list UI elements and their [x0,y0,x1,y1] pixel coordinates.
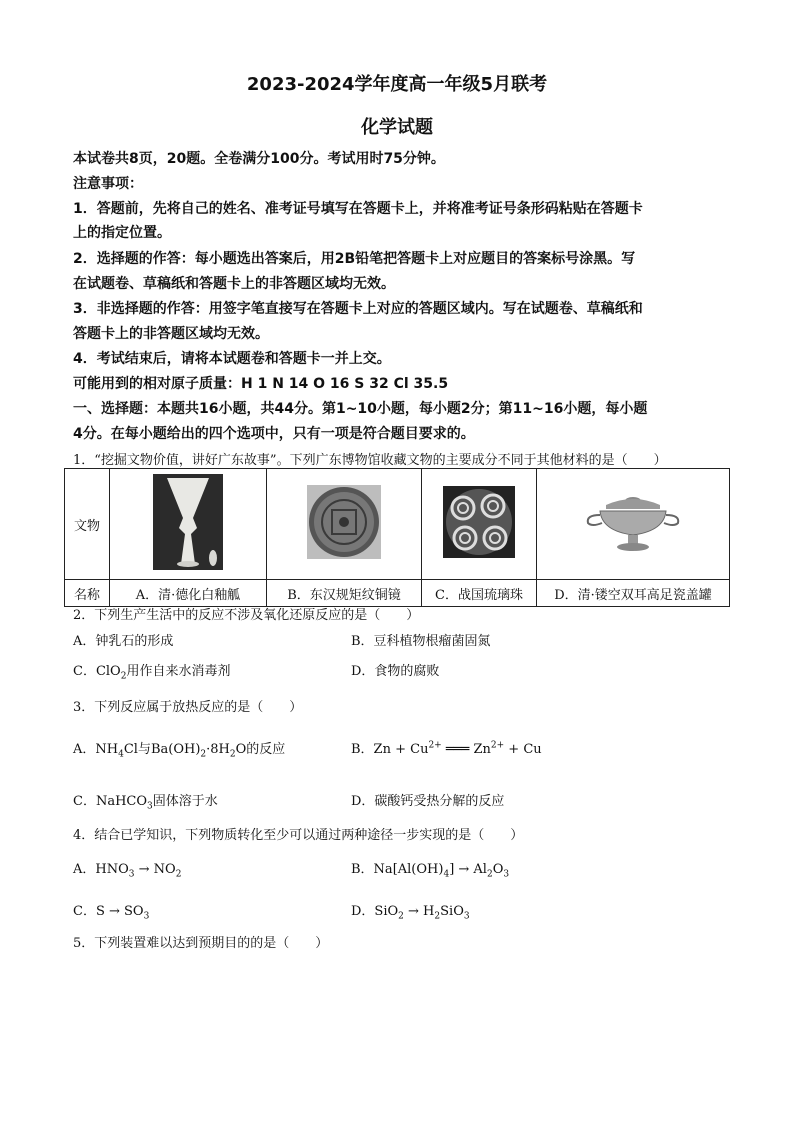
porcelain-covered-jar-image [578,487,688,557]
question-3-stem: 3．下列反应属于放热反应的是（ ） [73,700,303,715]
q4-option-b: B．$Na[Al(OH)_4] \to Al_2O_3$ [351,862,510,880]
atomic-masses: 可能用到的相对原子质量：H 1 N 14 O 16 S 32 Cl 35.5 [73,376,449,392]
note-line: 2．选择题的作答：每小题选出答案后，用2B铅笔把答题卡上对应题目的答案标号涂黑。写 [73,251,636,267]
artifact-image-d [537,469,730,580]
q2-option-b: B．豆科植物根瘤菌固氮 [351,634,491,649]
q4-option-a: A．$HNO_3 \to NO_2$ [73,862,182,880]
note-line: 答题卡上的非答题区域均无效。 [73,326,269,342]
exam-intro: 本试卷共8页，20题。全卷满分100分。考试用时75分钟。 [73,151,445,167]
artifact-name-c: C．战国琉璃珠 [422,580,537,607]
section-heading-cont: 4分。在每小题给出的四个选项中，只有一项是符合题目要求的。 [73,426,475,442]
q3-option-a: A．$NH_4Cl$与$Ba(OH)_2\cdot 8H_2O$的反应 [73,742,286,760]
artifact-table [64,468,730,607]
question-1-stem: 1．“挖掘文物价值，讲好广东故事”。下列广东博物馆收藏文物的主要成分不同于其他材料的是（ ） [73,453,667,468]
glass-bead-image [443,486,515,558]
bronze-mirror-image [307,485,381,559]
q2-option-c: C．ClO$_2$用作自来水消毒剂 [73,664,231,682]
question-4-stem: 4．结合已学知识，下列物质转化至少可以通过两种途径一步实现的是（ ） [73,828,524,843]
question-2-stem: 2．下列生产生活中的反应不涉及氧化还原反应的是（ ） [73,608,420,623]
q2-option-d: D．食物的腐败 [351,664,440,679]
artifact-image-a [110,469,267,580]
q4-option-c: C．$S \to SO_3$ [73,904,150,922]
note-line: 1．答题前，先将自己的姓名、准考证号填写在答题卡上，并将准考证号条形码粘贴在答题卡 [73,201,643,217]
q3-option-d: D．碳酸钙受热分解的反应 [351,794,505,809]
exam-title: 2023-2024学年度高一年级5月联考 [246,74,548,95]
q3-option-b: B．$Zn + Cu^{2+}$ ═══ $Zn^{2+} + Cu$ [351,740,542,757]
question-5-stem: 5．下列装置难以达到预期目的的是（ ） [73,936,329,951]
q2-option-a: A．钟乳石的形成 [73,634,174,649]
artifact-image-c [422,469,537,580]
artifact-name-a: A．清·德化白釉觚 [110,580,267,607]
note-line: 上的指定位置。 [73,225,171,241]
notes-heading: 注意事项： [73,176,143,192]
white-glaze-gu-vase-image [153,474,223,570]
artifact-image-b [267,469,422,580]
exam-subtitle: 化学试题 [361,117,433,138]
q3-option-c: C．NaHCO$_3$固体溶于水 [73,794,218,812]
section-heading: 一、选择题：本题共16小题，共44分。第1~10小题，每小题2分；第11~16小题，每小题 [73,401,648,417]
note-line: 在试题卷、草稿纸和答题卡上的非答题区域均无效。 [73,276,395,292]
row-label-name: 名称 [65,580,110,607]
note-line: 3．非选择题的作答：用签字笔直接写在答题卡上对应的答题区域内。写在试题卷、草稿纸和 [73,301,643,317]
artifact-name-b: B．东汉规矩纹铜镜 [267,580,422,607]
q4-option-d: D．$SiO_2 \to H_2SiO_3$ [351,904,470,922]
artifact-name-d: D．清·镂空双耳高足瓷盖罐 [537,580,730,607]
note-line: 4．考试结束后，请将本试题卷和答题卡一并上交。 [73,351,391,367]
row-label-artifact: 文物 [65,469,110,580]
